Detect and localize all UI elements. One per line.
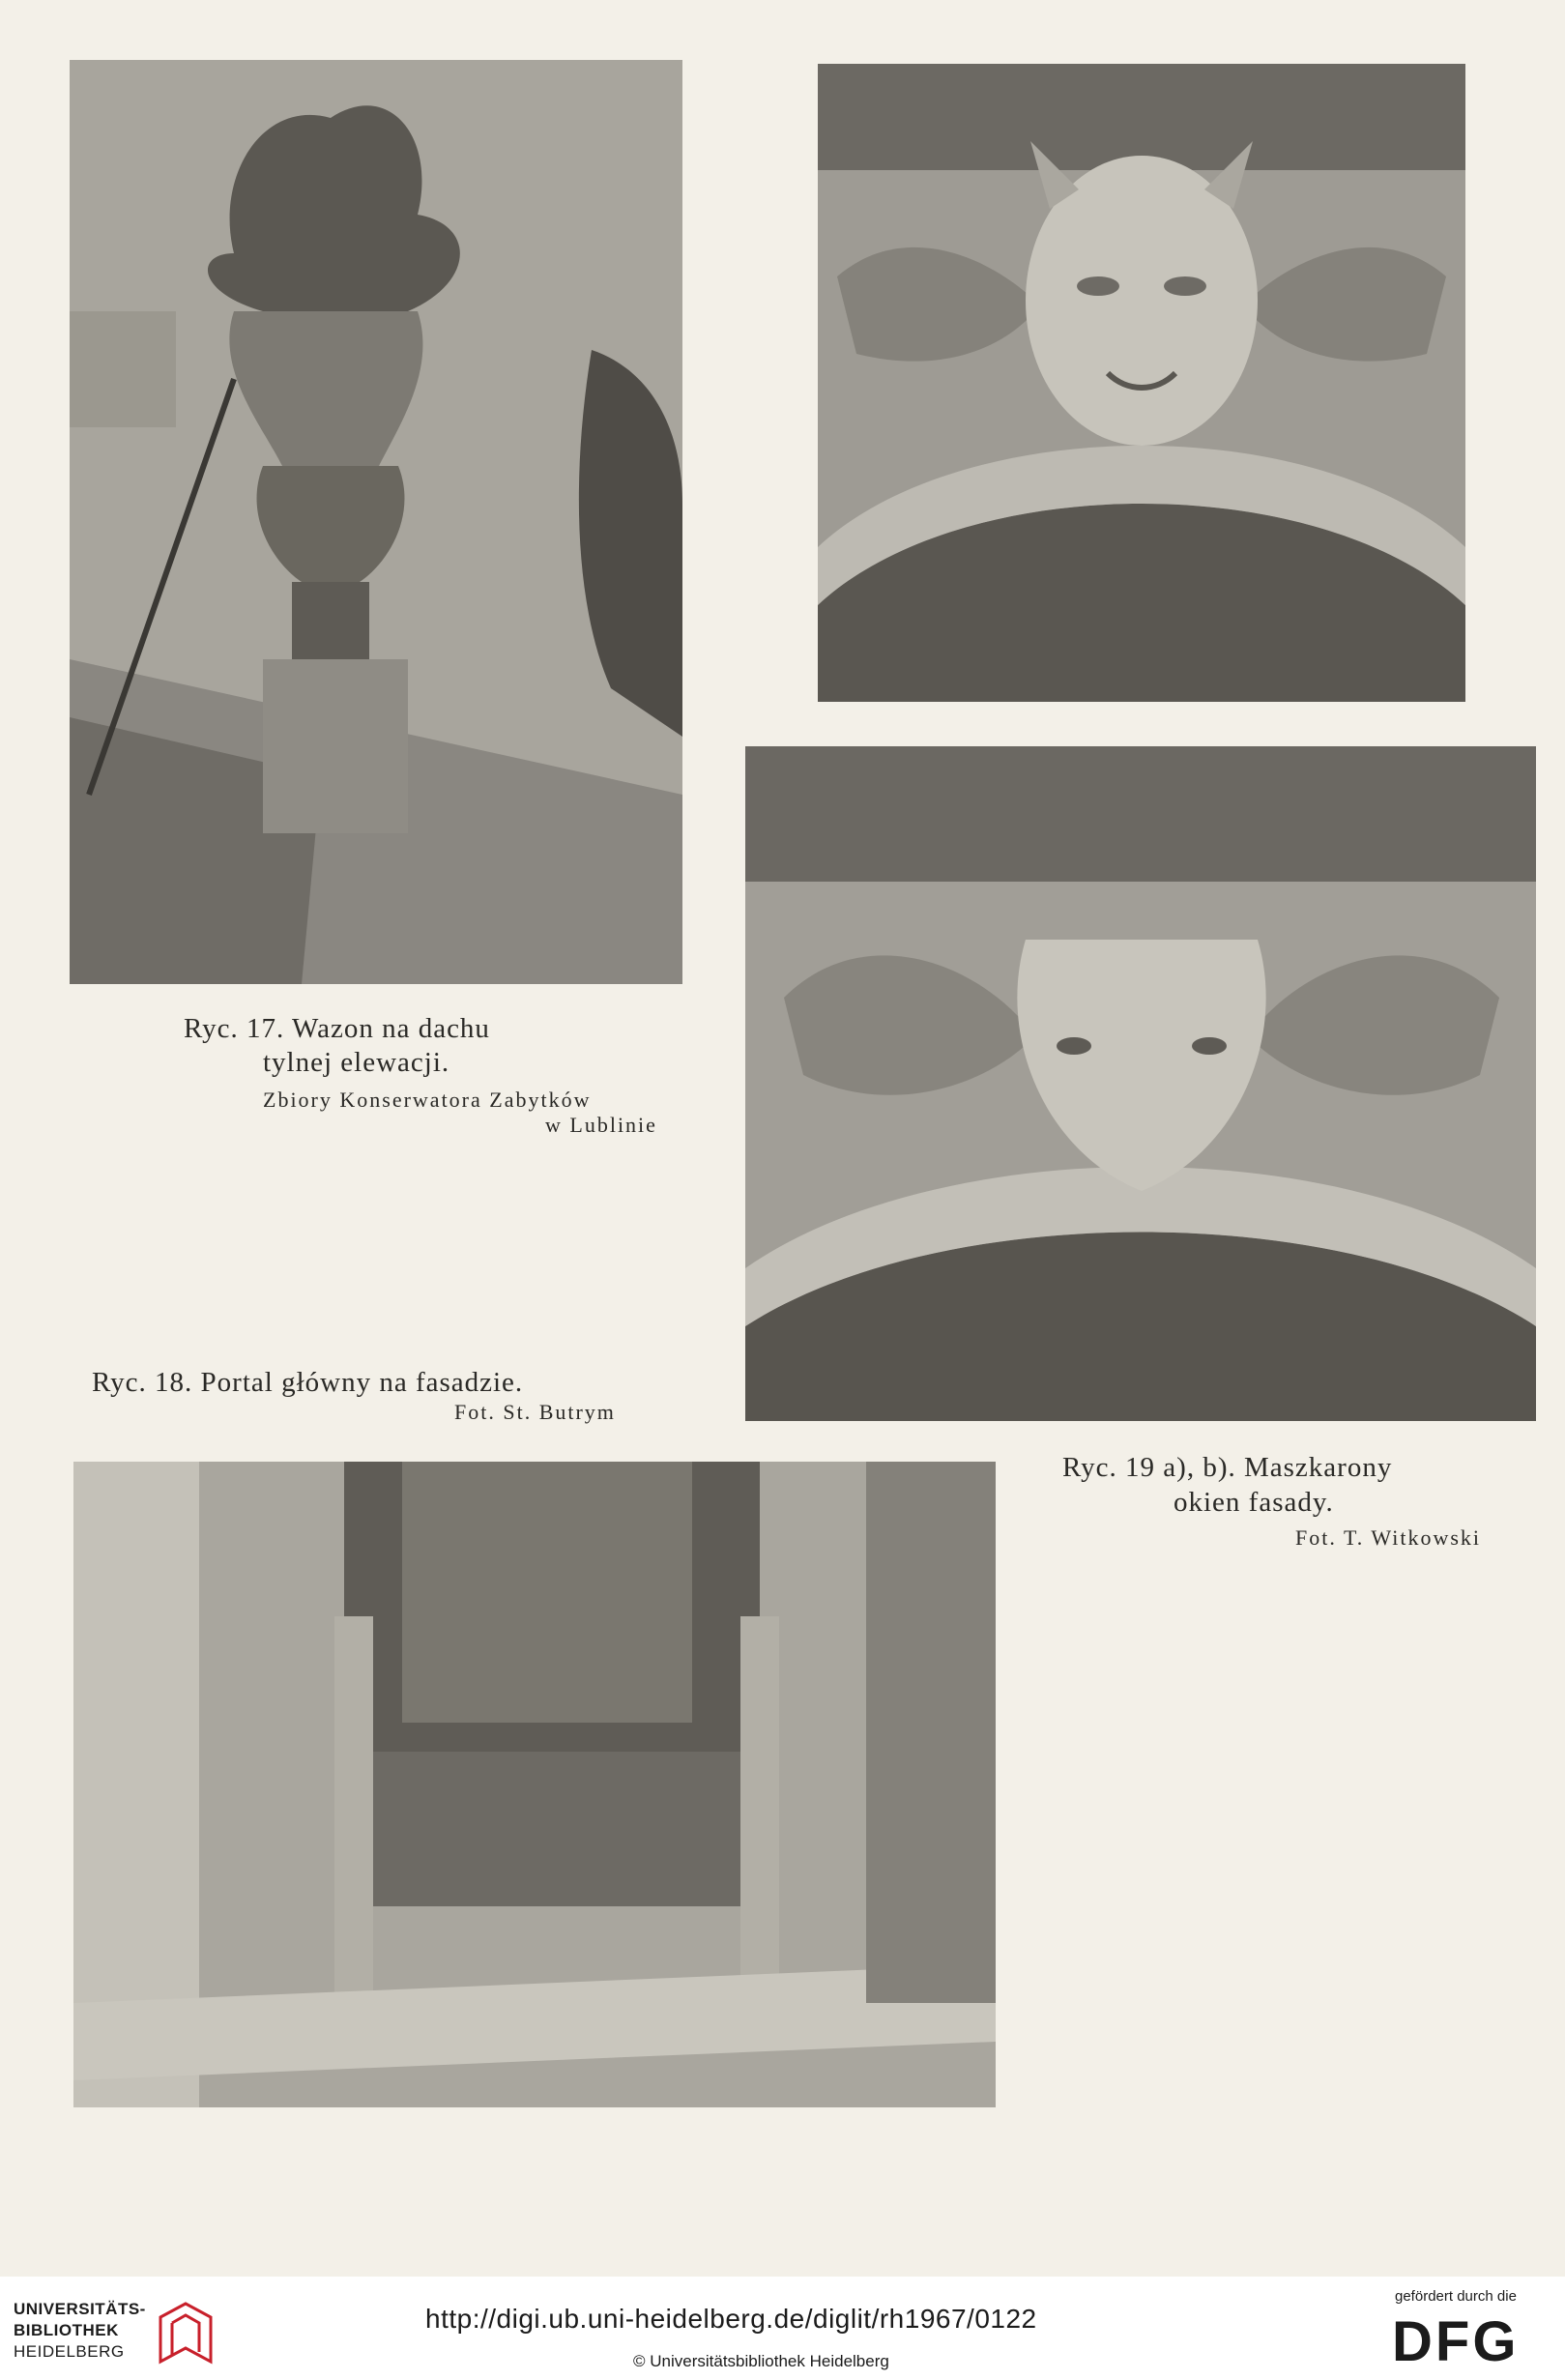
fig19-caption-line1: Ryc. 19 a), b). Maszkarony — [1062, 1452, 1393, 1483]
photo-portal — [73, 1462, 996, 2107]
page-footer — [0, 2277, 1565, 2380]
fig17-credit-line2: w Lublinie — [545, 1113, 657, 1137]
fig17-credit-line1: Zbiory Konserwatora Zabytków — [263, 1088, 592, 1112]
fig19-credit: Fot. T. Witkowski — [1295, 1525, 1482, 1550]
fig19-caption-line2: okien fasady. — [1174, 1487, 1334, 1518]
fig17-caption-line1: Ryc. 17. Wazon na dachu — [184, 1013, 490, 1044]
photo-mascaron-b — [745, 746, 1536, 1421]
photo-mascaron-a — [818, 64, 1465, 702]
library-name-line3: HEIDELBERG — [14, 2342, 125, 2361]
fig18-caption: Ryc. 18. Portal główny na fasadzie. — [92, 1367, 524, 1398]
library-logo[interactable] — [0, 2296, 232, 2368]
fig17-caption-line2: tylnej elewacji. — [263, 1047, 450, 1078]
photo-vase — [70, 60, 682, 984]
dfg-logo[interactable]: DFG — [1392, 2310, 1520, 2373]
fig18-credit: Fot. St. Butrym — [454, 1400, 616, 1424]
funded-by-label: gefördert durch die — [1395, 2288, 1517, 2305]
copyright-notice: © Universitätsbibliothek Heidelberg — [633, 2352, 889, 2370]
permalink-url[interactable]: http://digi.ub.uni-heidelberg.de/diglit/rh1967/0122 — [425, 2304, 1037, 2334]
library-mark-icon — [157, 2300, 215, 2365]
library-name-line2: BIBLIOTHEK — [14, 2321, 119, 2339]
library-name-line1: UNIVERSITÄTS- — [14, 2300, 146, 2318]
